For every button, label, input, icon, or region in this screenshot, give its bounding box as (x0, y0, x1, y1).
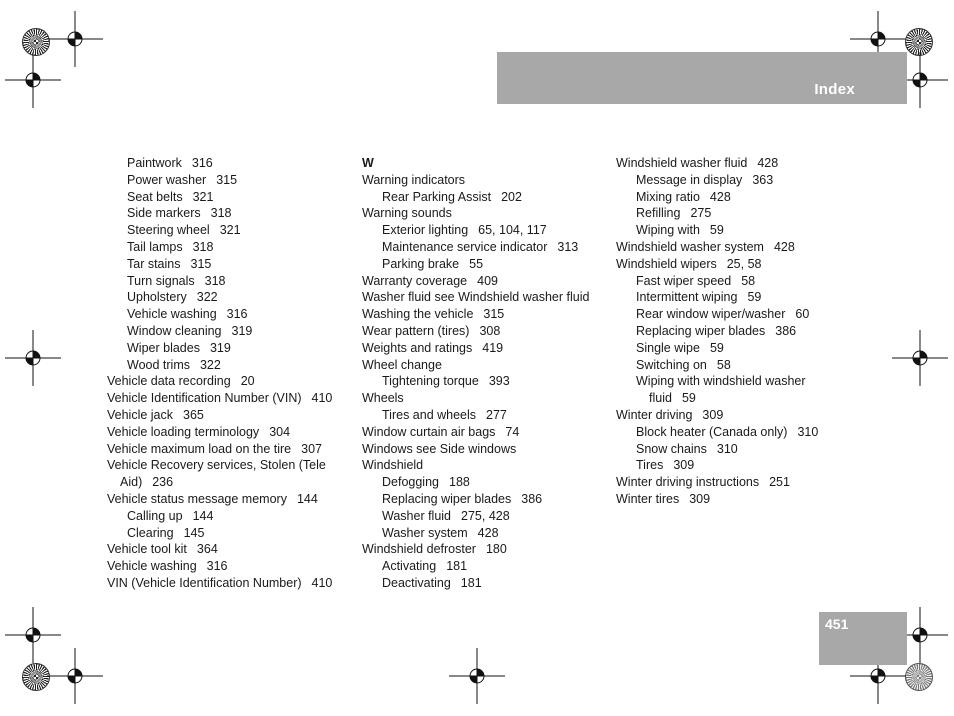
index-page-ref[interactable]: 181 (446, 559, 468, 574)
index-page-ref[interactable]: 25, 58 (726, 256, 762, 271)
index-term: Vehicle maximum load on the tire (107, 441, 292, 456)
index-page-ref[interactable]: 315 (216, 172, 238, 187)
index-entry (107, 306, 347, 323)
index-page-ref[interactable]: 74 (505, 424, 520, 439)
index-term: Clearing (127, 525, 174, 540)
index-term: Defogging (382, 475, 439, 490)
index-page-ref[interactable]: 409 (477, 273, 498, 288)
index-entry (362, 172, 602, 189)
index-term: Snow chains (636, 441, 707, 456)
index-entry (616, 239, 856, 256)
index-entry (107, 558, 347, 575)
index-term: Warranty coverage (362, 273, 468, 288)
index-term: Wiping with windshield washer (636, 374, 806, 389)
index-term: Replacing wiper blades (382, 491, 512, 506)
index-term: Wheel change (362, 357, 442, 372)
index-page-ref[interactable]: 145 (183, 525, 205, 540)
index-entry (616, 424, 856, 441)
index-entry (616, 205, 856, 222)
index-term: Windshield wipers (616, 256, 717, 271)
index-page-ref[interactable]: 386 (521, 491, 543, 506)
index-page-ref[interactable]: 309 (673, 458, 695, 473)
index-term: Vehicle data recording (107, 374, 231, 389)
index-entry (362, 357, 602, 374)
index-term: Wiper blades (127, 340, 200, 355)
index-term: Turn signals (127, 273, 195, 288)
index-entry (616, 441, 856, 458)
index-term: Paintwork (127, 156, 182, 170)
index-term: Rear Parking Assist (382, 189, 492, 204)
index-entry (616, 474, 856, 491)
index-term: Windshield washer system (616, 239, 764, 254)
index-entry (616, 323, 856, 340)
index-entry (107, 373, 347, 390)
index-term: Washer fluid see Windshield washer fluid (362, 290, 590, 305)
index-term: Vehicle Identification Number (VIN) (107, 391, 302, 406)
index-page-ref[interactable]: 363 (752, 172, 774, 187)
index-entry (362, 306, 602, 323)
index-term: Mixing ratio (636, 189, 700, 204)
index-entry (362, 457, 602, 474)
index-term: Weights and ratings (362, 340, 473, 355)
index-term: Washing the vehicle (362, 307, 474, 322)
index-page-ref[interactable]: 318 (204, 273, 226, 288)
index-page-ref[interactable]: 307 (301, 441, 322, 456)
index-term: Tar stains (127, 256, 181, 271)
index-term: Wood trims (127, 357, 190, 372)
index-entry (616, 172, 856, 189)
index-term: Winter driving (616, 407, 693, 422)
index-page-ref[interactable]: 321 (192, 189, 214, 204)
index-entry (107, 273, 347, 290)
index-term: Warning sounds (362, 206, 452, 221)
index-term: Rear window wiper/washer (636, 307, 786, 322)
index-page-ref[interactable]: 251 (769, 475, 790, 490)
index-entry (362, 441, 602, 458)
index-term: Window curtain air bags (362, 424, 496, 439)
index-entry (616, 340, 856, 357)
index-term: Tightening torque (382, 374, 479, 389)
index-entry (107, 491, 347, 508)
index-term: Upholstery (127, 290, 187, 305)
index-entry (362, 390, 602, 407)
index-term: Wheels (362, 391, 404, 406)
index-term: Tires (636, 458, 664, 473)
index-term: Calling up (127, 508, 183, 523)
index-term: VIN (Vehicle Identification Number) (107, 575, 302, 590)
index-page-ref[interactable]: 275 (690, 206, 712, 221)
index-entry (107, 424, 347, 441)
crosshair-icon (5, 52, 61, 108)
index-entry (616, 407, 856, 424)
index-term: Seat belts (127, 189, 183, 204)
index-entry (107, 239, 347, 256)
index-entry (362, 256, 602, 273)
index-letter-heading (362, 155, 602, 172)
index-page-ref[interactable]: 144 (192, 508, 214, 523)
index-entry (362, 273, 602, 290)
index-page-ref[interactable]: 275, 428 (461, 508, 510, 523)
index-term: Parking brake (382, 256, 460, 271)
index-page-ref[interactable]: 410 (311, 575, 333, 590)
index-term: Wear pattern (tires) (362, 323, 470, 338)
index-page-ref[interactable]: 304 (269, 424, 291, 439)
index-entry (107, 575, 347, 592)
index-term: Fast wiper speed (636, 273, 732, 288)
index-entry (362, 541, 602, 558)
index-term: Vehicle washing (127, 307, 217, 322)
page-title: Index (814, 81, 855, 98)
index-entry (107, 222, 347, 239)
registration-rosette-icon (22, 663, 50, 691)
index-term: Tail lamps (127, 239, 183, 254)
index-page-ref[interactable]: 59 (709, 223, 724, 238)
index-entry (616, 155, 856, 172)
index-term: Exterior lighting (382, 223, 469, 238)
index-term: Vehicle washing (107, 559, 197, 574)
index-page-ref[interactable]: 428 (757, 156, 779, 170)
index-page-ref[interactable]: 316 (226, 307, 248, 322)
index-page-ref[interactable]: 309 (702, 407, 724, 422)
registration-rosette-icon (905, 663, 933, 691)
index-entry (107, 390, 347, 407)
index-page-ref[interactable]: 364 (196, 542, 218, 557)
index-term: Vehicle jack (107, 407, 174, 422)
index-page-ref[interactable]: 60 (795, 307, 810, 322)
index-entry (362, 575, 602, 592)
index-page-ref[interactable]: 59 (747, 290, 762, 305)
crosshair-icon (5, 330, 61, 386)
index-entry (107, 474, 347, 491)
index-page-ref[interactable]: 410 (311, 391, 333, 406)
index-entry (616, 256, 856, 273)
page-number: 451 (825, 616, 849, 632)
index-page-ref[interactable]: 59 (681, 391, 696, 406)
index-entry (362, 407, 602, 424)
index-term: Winter tires (616, 491, 680, 506)
index-term: Warning indicators (362, 172, 466, 187)
index-page-ref[interactable]: 236 (152, 475, 174, 490)
index-entry (107, 508, 347, 525)
index-page-ref[interactable]: 180 (485, 542, 507, 557)
index-column-left (107, 155, 347, 592)
index-entry (107, 172, 347, 189)
index-entry (107, 289, 347, 306)
index-page-ref[interactable]: 318 (210, 206, 232, 221)
index-entry (616, 189, 856, 206)
index-column-middle (362, 155, 602, 592)
index-page-ref[interactable]: 316 (206, 559, 228, 574)
index-entry (362, 558, 602, 575)
index-entry (616, 357, 856, 374)
index-entry (362, 373, 602, 390)
index-term: Single wipe (636, 340, 700, 355)
index-entry (107, 205, 347, 222)
index-page-ref[interactable]: 144 (296, 491, 318, 506)
index-page-ref[interactable]: 65, 104, 117 (478, 223, 547, 238)
index-page-ref[interactable]: 319 (209, 340, 231, 355)
index-entry (107, 441, 347, 458)
index-term: Wiping with (636, 223, 700, 238)
index-page-ref[interactable]: 365 (183, 407, 204, 422)
index-page-ref[interactable]: 428 (773, 239, 795, 254)
index-term: Message in display (636, 172, 743, 187)
index-page-ref[interactable]: 315 (483, 307, 505, 322)
index-page-ref[interactable]: 419 (482, 340, 504, 355)
index-column-right (616, 155, 856, 508)
index-entry (362, 491, 602, 508)
index-entry (362, 474, 602, 491)
index-term: Tires and wheels (382, 407, 477, 422)
index-term: Activating (382, 559, 437, 574)
header-band (497, 52, 907, 104)
index-page-ref[interactable]: 308 (479, 323, 501, 338)
index-page-ref[interactable]: 58 (716, 357, 731, 372)
index-page-ref[interactable]: 316 (191, 156, 213, 170)
index-term: Steering wheel (127, 223, 210, 238)
index-page-ref[interactable]: 309 (689, 491, 711, 506)
index-term: Side markers (127, 206, 201, 221)
index-term: Vehicle status message memory (107, 491, 287, 506)
index-page-ref[interactable]: 310 (797, 424, 819, 439)
index-entry (107, 189, 347, 206)
index-entry (362, 289, 602, 306)
index-entry (107, 407, 347, 424)
index-page-ref[interactable]: 313 (557, 239, 579, 254)
index-term: Replacing wiper blades (636, 323, 766, 338)
index-entry (107, 525, 347, 542)
index-page-ref[interactable]: 277 (486, 407, 507, 422)
index-term: Block heater (Canada only) (636, 424, 788, 439)
index-term: Vehicle tool kit (107, 542, 187, 557)
index-page-ref[interactable]: 393 (488, 374, 510, 389)
index-entry (362, 239, 602, 256)
index-page-ref[interactable]: 59 (709, 340, 724, 355)
index-page-ref[interactable]: 315 (190, 256, 212, 271)
index-term: Maintenance service indicator (382, 239, 548, 254)
index-page-ref[interactable]: 428 (477, 525, 499, 540)
crosshair-icon (892, 330, 948, 386)
index-page-ref[interactable]: 322 (199, 357, 221, 372)
index-entry (107, 457, 347, 474)
index-term: Window cleaning (127, 323, 222, 338)
index-term: Aid) (120, 475, 143, 490)
index-page-ref[interactable]: 318 (192, 239, 214, 254)
index-entry (107, 256, 347, 273)
index-entry (362, 340, 602, 357)
index-entry (362, 525, 602, 542)
index-term: Power washer (127, 172, 207, 187)
index-entry (362, 424, 602, 441)
index-entry (362, 189, 602, 206)
index-page-ref[interactable]: 181 (460, 575, 482, 590)
index-entry (616, 491, 856, 508)
index-entry (107, 357, 347, 374)
index-page-ref[interactable]: 202 (501, 189, 522, 204)
index-page-ref[interactable]: 428 (709, 189, 731, 204)
index-term: Deactivating (382, 575, 451, 590)
index-term: fluid (649, 391, 672, 406)
index-term: Windows see Side windows (362, 441, 517, 456)
index-entry (107, 541, 347, 558)
index-entry (616, 222, 856, 239)
index-page-ref[interactable]: 188 (449, 475, 470, 490)
index-entry (616, 306, 856, 323)
crosshair-icon (449, 648, 505, 704)
page-number-tab (819, 612, 907, 665)
index-entry (616, 289, 856, 306)
index-entry (107, 340, 347, 357)
index-entry (362, 323, 602, 340)
index-term: Winter driving instructions (616, 475, 760, 490)
index-entry (362, 508, 602, 525)
index-page-ref[interactable]: 310 (716, 441, 738, 456)
index-term: Intermittent wiping (636, 290, 738, 305)
index-page-ref[interactable]: 319 (231, 323, 253, 338)
index-page-ref[interactable]: 20 (240, 374, 255, 389)
index-term: W (362, 156, 374, 170)
index-page-ref[interactable]: 386 (775, 323, 797, 338)
index-entry (362, 205, 602, 222)
index-entry (616, 373, 856, 390)
index-entry (616, 273, 856, 290)
index-term: Washer fluid (382, 508, 452, 523)
index-term: Washer system (382, 525, 468, 540)
index-page-ref[interactable]: 58 (741, 273, 756, 288)
index-term: Vehicle loading terminology (107, 424, 260, 439)
index-page-ref[interactable]: 55 (469, 256, 484, 271)
index-term: Refilling (636, 206, 681, 221)
index-term: Windshield defroster (362, 542, 476, 557)
index-page-ref[interactable]: 322 (196, 290, 218, 305)
index-entry (362, 222, 602, 239)
crosshair-icon (47, 648, 103, 704)
index-term: Vehicle Recovery services, Stolen (Tele (107, 458, 326, 473)
index-entry (107, 155, 347, 172)
index-entry (616, 457, 856, 474)
index-entry (616, 390, 856, 407)
index-page-ref[interactable]: 321 (219, 223, 241, 238)
index-term: Windshield (362, 458, 424, 473)
index-term: Switching on (636, 357, 707, 372)
index-entry (107, 323, 347, 340)
index-term: Windshield washer fluid (616, 156, 748, 170)
